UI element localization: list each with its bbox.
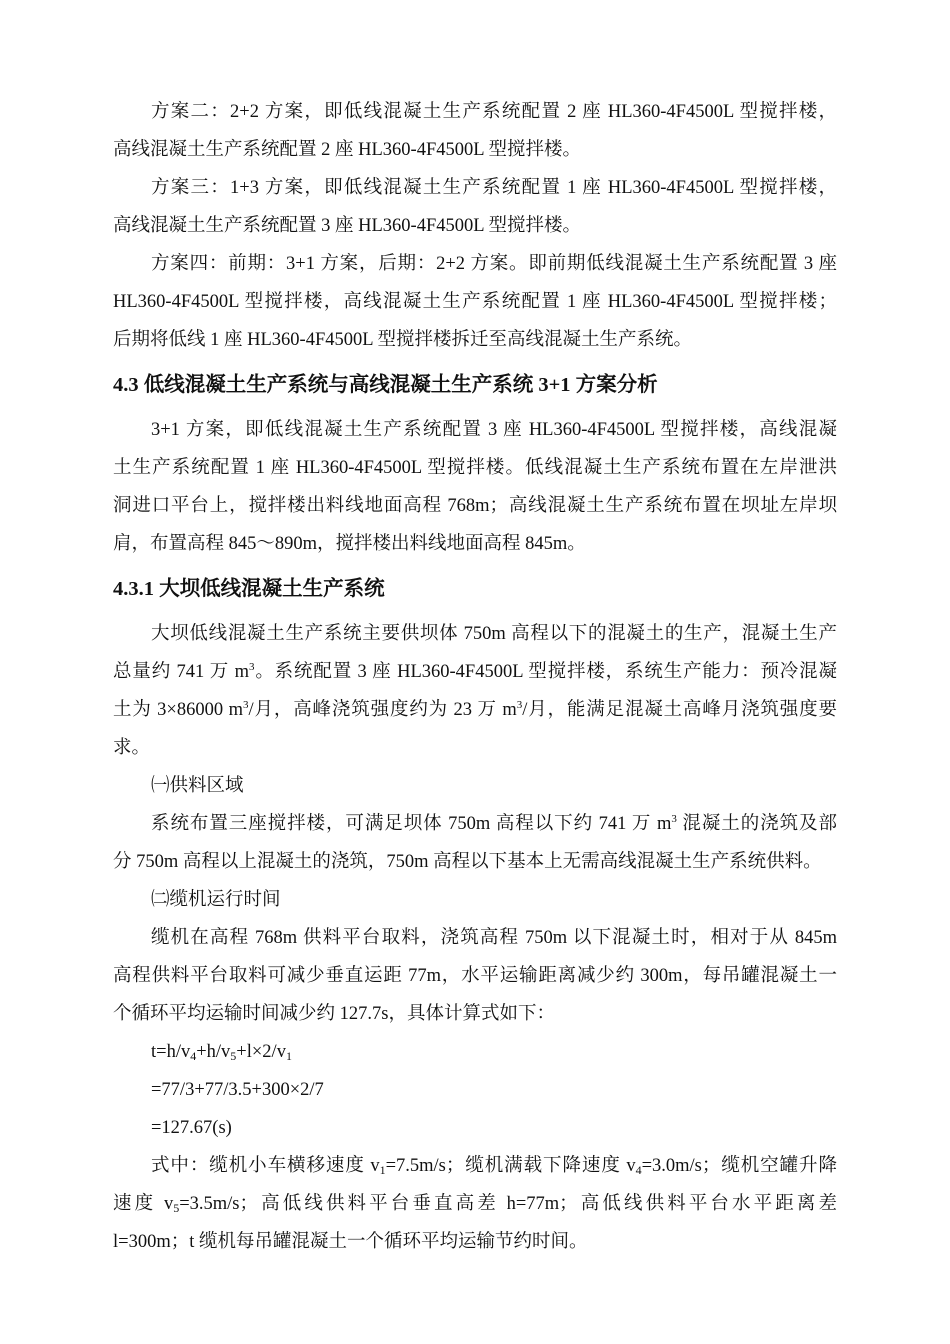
text-line: 大坝低线混凝土生产系统主要供坝体 750m 高程以下的混凝土的生产，混凝土生产 xyxy=(151,624,837,644)
text-line: HL360-4F4500L 型搅拌楼，高线混凝土生产系统配置 1 座 HL360-4F4500L 型搅拌楼； xyxy=(113,292,837,312)
section-heading-4-3-1: 4.3.1 大坝低线混凝土生产系统 xyxy=(113,578,385,600)
text-line: l=300m；t 缆机每吊罐混凝土一个循环平均运输节约时间。 xyxy=(113,1232,588,1252)
paragraph-4-3-body xyxy=(113,411,837,563)
paragraph-4-3-1-intro xyxy=(113,615,837,767)
text-line: 方案四：前期：3+1 方案，后期：2+2 方案。即前期低线混凝土生产系统配置 3 座 xyxy=(151,254,837,274)
section-heading-4-3: 4.3 低线混凝土生产系统与高线混凝土生产系统 3+1 方案分析 xyxy=(113,374,658,396)
text-line: 求。 xyxy=(113,738,151,758)
text-line: 分 750m 高程以上混凝土的浇筑，750m 高程以下基本上无需高线混凝土生产系统供料。 xyxy=(113,852,822,872)
formula-line-1: $t=h/v_4+h/v_5+l\times 2/v_1$ xyxy=(151,1042,292,1063)
paragraph-plan4 xyxy=(113,245,837,359)
text-line: 高线混凝土生产系统配置 3 座 HL360-4F4500L 型搅拌楼。 xyxy=(113,216,581,236)
text-line: 3+1 方案，即低线混凝土生产系统配置 3 座 HL360-4F4500L 型搅拌楼，高线混凝 xyxy=(151,420,837,440)
item-title-supply-area: ㈠供料区域 xyxy=(151,776,244,796)
text-line: 洞进口平台上，搅拌楼出料线地面高程 768m；高线混凝土生产系统布置在坝址左岸坝 xyxy=(113,496,837,516)
text-line: 土为 3×86000 $m^3/$月，高峰浇筑强度约为 23 万 $m^3/$月，能满足混凝土高峰月浇筑强度要 xyxy=(113,699,837,720)
text-line: 肩，布置高程 845～890m，搅拌楼出料线地面高程 845m。 xyxy=(113,534,586,554)
text-line: 方案二：2+2 方案，即低线混凝土生产系统配置 2 座 HL360-4F4500L 型搅拌楼， xyxy=(151,102,837,122)
text-line: 高线混凝土生产系统配置 2 座 HL360-4F4500L 型搅拌楼。 xyxy=(113,140,581,160)
formula-line-3: =127.67(s) xyxy=(151,1118,232,1138)
text-line: 方案三：1+3 方案，即低线混凝土生产系统配置 1 座 HL360-4F4500L 型搅拌楼， xyxy=(151,178,837,198)
paragraph-plan3 xyxy=(113,169,837,245)
text-line: 式中：缆机小车横移速度 $v_1=7.5m/s$；缆机满载下降速度 $v_4=3.0m/s$；缆机空罐升降 xyxy=(151,1156,837,1177)
text-line: 系统布置三座搅拌楼，可满足坝体 750m 高程以下约 741 万 $m^3$ 混凝土的浇筑及部 xyxy=(151,813,837,834)
text-line: 高程供料平台取料可减少垂直运距 77m，水平运输距离减少约 300m，每吊罐混凝土一 xyxy=(113,966,837,986)
text-line: 缆机在高程 768m 供料平台取料，浇筑高程 750m 以下混凝土时，相对于从 845m xyxy=(151,928,837,948)
paragraph-supply-area xyxy=(113,805,837,881)
paragraph-plan2 xyxy=(113,93,837,169)
paragraph-variable-definitions xyxy=(113,1147,837,1261)
text-line: 总量约 741 万 $m^3$。系统配置 3 座 HL360-4F4500L 型搅拌楼，系统生产能力：预冷混凝 xyxy=(113,661,838,682)
text-line: 后期将低线 1 座 HL360-4F4500L 型搅拌楼拆迁至高线混凝土生产系统。 xyxy=(113,330,692,350)
text-line: 个循环平均运输时间减少约 127.7s，具体计算式如下： xyxy=(113,1004,555,1024)
formula-line-2: =77/3+77/3.5+300×2/7 xyxy=(151,1080,324,1100)
text-line: 土生产系统配置 1 座 HL360-4F4500L 型搅拌楼。低线混凝土生产系统布置在左岸泄洪 xyxy=(113,458,837,478)
text-line: 速度 $v_5=3.5m/s$；高低线供料平台垂直高差 h=77m；高低线供料平台水平距离差 xyxy=(113,1194,837,1215)
paragraph-cable-crane-time xyxy=(113,919,837,1033)
item-title-cable-crane-time: ㈡缆机运行时间 xyxy=(151,890,281,910)
